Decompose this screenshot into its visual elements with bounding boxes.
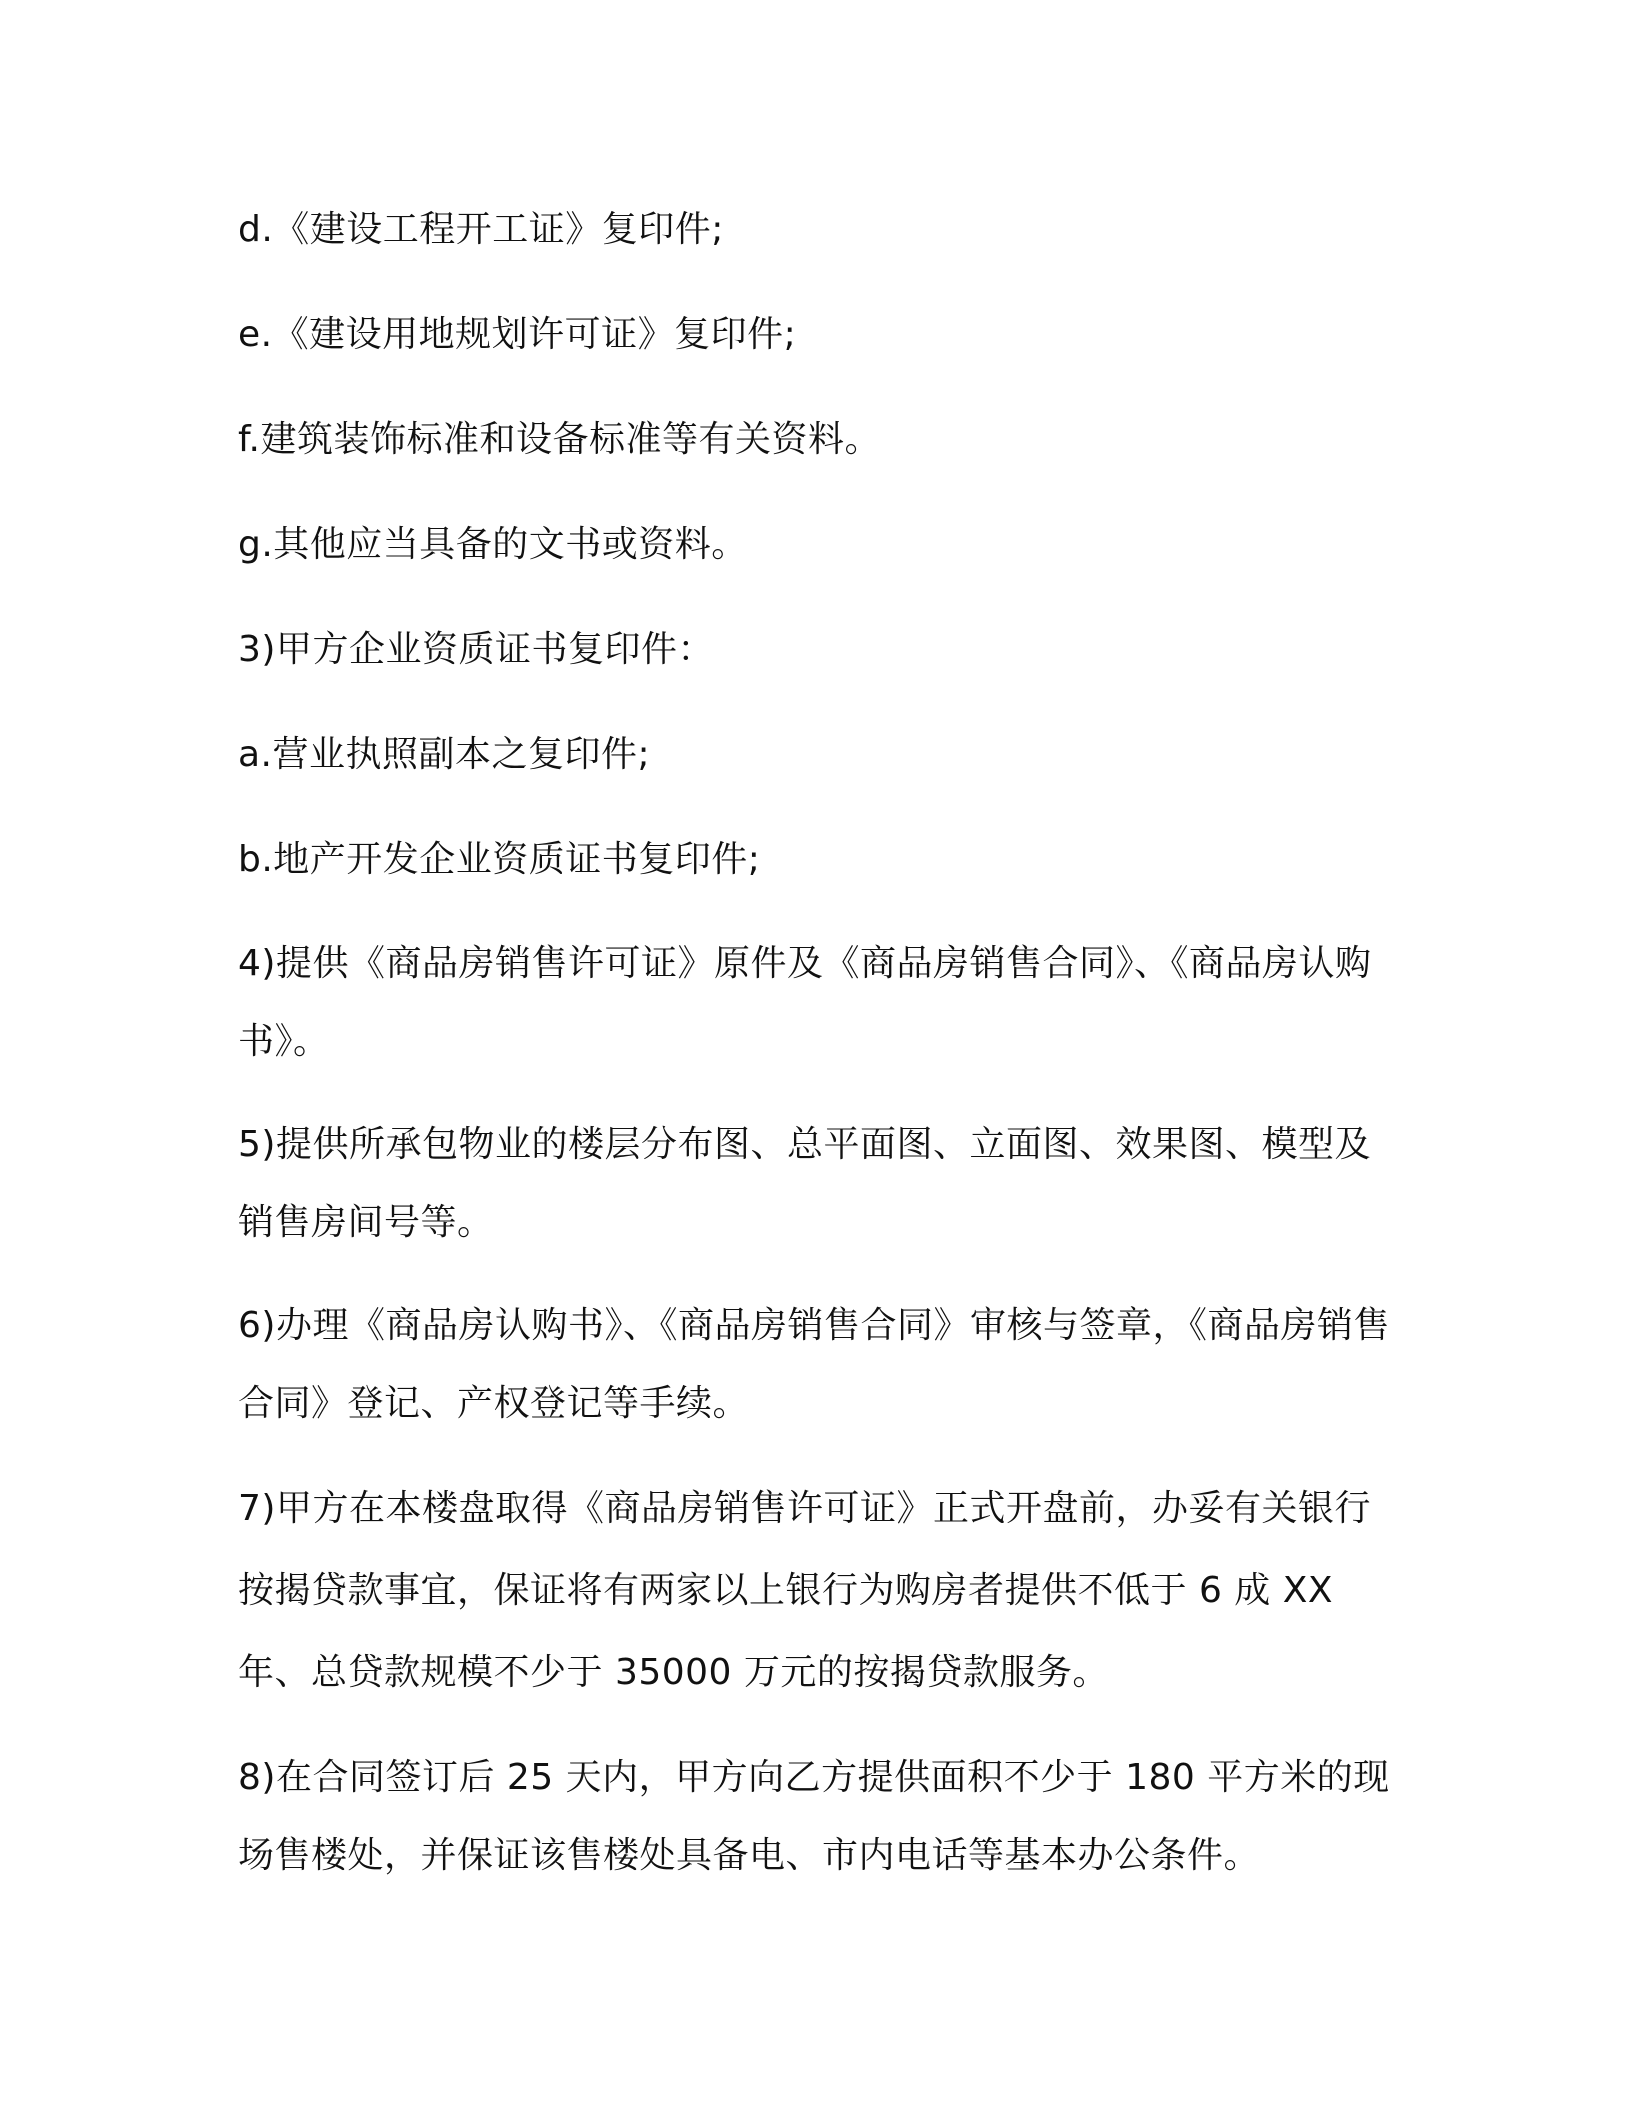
paragraph-6: 6)办理《商品房认购书》、《商品房销售合同》审核与签章，《商品房销售合同》登记、产权登记等手续。 (238, 1305, 1390, 1424)
paragraph-f: f.建筑装饰标准和设备标准等有关资料。 (238, 419, 881, 460)
paragraph-d: d.《建设工程开工证》复印件; (238, 209, 724, 250)
paragraph-3: 3)甲方企业资质证书复印件： (238, 629, 714, 670)
paragraph-5: 5)提供所承包物业的楼层分布图、总平面图、立面图、效果图、模型及销售房间号等。 (238, 1124, 1371, 1243)
paragraph-b: b.地产开发企业资质证书复印件; (238, 839, 761, 880)
paragraph-7: 7)甲方在本楼盘取得《商品房销售许可证》正式开盘前，办妥有关银行按揭贷款事宜，保证将有两家以上银行为购房者提供不低于 6 成 XX 年、总贷款规模不少于 35000 万元的按揭贷款服务。 (238, 1488, 1371, 1693)
paragraph-8: 8)在合同签订后 25 天内，甲方向乙方提供面积不少于 180 平方米的现场售楼处，并保证该售楼处具备电、市内电话等基本办公条件。 (238, 1757, 1390, 1876)
paragraph-4: 4)提供《商品房销售许可证》原件及《商品房销售合同》、《商品房认购书》。 (238, 943, 1372, 1062)
paragraph-g: g.其他应当具备的文书或资料。 (238, 524, 748, 565)
document-body (238, 190, 1398, 1920)
paragraph-e: e.《建设用地规划许可证》复印件; (238, 314, 797, 355)
paragraph-a: a.营业执照副本之复印件; (238, 734, 651, 775)
